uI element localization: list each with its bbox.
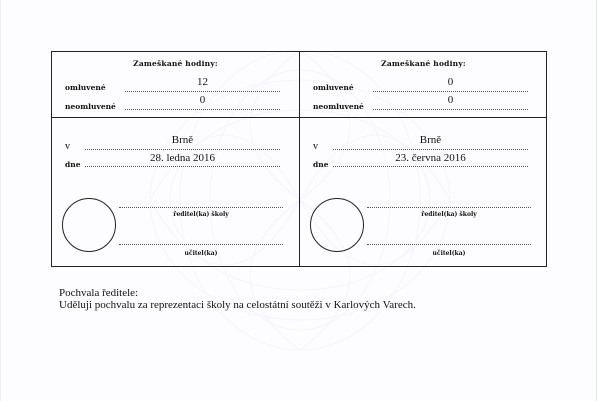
right-unexcused-value: 0 — [447, 94, 454, 106]
right-excused-label: omluvené — [313, 83, 354, 92]
left-stamp-circle — [62, 198, 116, 252]
left-unexcused-label: neomluvené — [65, 102, 116, 111]
right-stamp-circle — [310, 198, 364, 252]
left-director-signature-line — [119, 207, 283, 208]
right-teacher-label: učitel(ka) — [432, 250, 466, 257]
commendation-text: Uděluji pochvalu za reprezentaci školy na celostátní soutěži v Karlových Varech. — [59, 299, 416, 311]
left-director-label: ředitel(ka) školy — [173, 211, 229, 218]
right-excused-dots — [373, 91, 528, 92]
left-date-value: 28. ledna 2016 — [149, 152, 216, 164]
left-absence-title: Zameškané hodiny: — [133, 59, 218, 68]
right-date-value: 23. června 2016 — [395, 152, 466, 164]
row-divider — [52, 117, 546, 118]
right-date-label: dne — [313, 160, 329, 169]
right-teacher-signature-line — [367, 244, 531, 245]
right-place-dots — [333, 149, 528, 150]
left-place-dots — [85, 149, 280, 150]
left-excused-label: omluvené — [65, 83, 106, 92]
right-absence-title: Zameškané hodiny: — [381, 59, 466, 68]
right-date-dots — [333, 166, 528, 167]
right-unexcused-label: neomluvené — [313, 102, 364, 111]
left-unexcused-value: 0 — [199, 94, 206, 106]
left-excused-dots — [125, 91, 280, 92]
left-place-label: v — [65, 141, 70, 152]
left-unexcused-dots — [125, 109, 280, 110]
commendation-title: Pochvala ředitele: — [59, 287, 139, 299]
right-director-signature-line — [367, 207, 531, 208]
column-divider — [299, 52, 300, 266]
left-teacher-label: učitel(ka) — [184, 250, 218, 257]
left-date-dots — [85, 166, 280, 167]
grade-form-table — [51, 51, 547, 267]
right-place-value: Brně — [419, 134, 442, 146]
left-place-value: Brně — [171, 134, 194, 146]
right-place-label: v — [313, 141, 318, 152]
right-unexcused-dots — [373, 109, 528, 110]
left-date-label: dne — [65, 160, 81, 169]
right-director-label: ředitel(ka) školy — [421, 211, 477, 218]
right-excused-value: 0 — [447, 76, 454, 88]
left-excused-value: 12 — [197, 76, 208, 88]
left-teacher-signature-line — [119, 244, 283, 245]
